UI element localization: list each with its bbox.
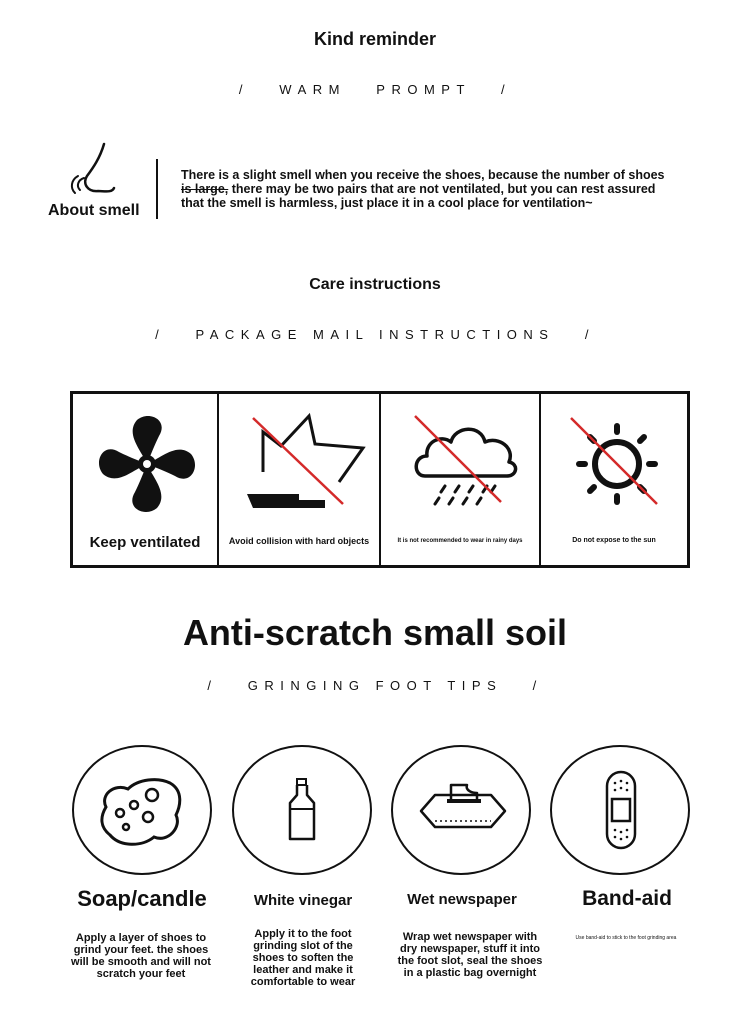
nose-icon <box>66 140 122 198</box>
tip-desc-line: the foot slot, seal the shoes <box>397 955 543 967</box>
tip-desc-line: leather and make it <box>253 964 353 976</box>
tip-circle-vinegar <box>232 745 372 875</box>
wet-wipes-icon <box>417 781 509 839</box>
smell-divider <box>156 159 158 219</box>
tip-desc-line: in a plastic bag overnight <box>403 967 537 979</box>
care-label-rain: It is not recommended to wear in rainy days <box>397 538 523 544</box>
tip-desc-line: Apply a layer of shoes to <box>75 932 207 944</box>
tip-name-newspaper: Wet newspaper <box>407 891 517 908</box>
tip-desc-soap <box>60 932 222 980</box>
soap-icon <box>98 777 188 847</box>
care-label-sun: Do not expose to the sun <box>572 537 656 544</box>
smell-description <box>181 168 711 210</box>
smell-line-3: that the smell is harmless, just place it in a cool place for ventilation~ <box>181 196 593 210</box>
care-cell-rain <box>381 394 541 565</box>
smell-line-2 <box>181 182 711 196</box>
care-cell-collision <box>219 394 381 565</box>
care-cell-sun <box>541 394 687 565</box>
no-sun-icon <box>561 412 665 512</box>
tip-name-bandaid: Band-aid <box>582 887 672 910</box>
band-aid-icon <box>604 769 638 851</box>
no-rain-icon <box>411 412 521 512</box>
smell-strike-text: is large, <box>181 182 229 196</box>
tip-desc-line: will be smooth and will not <box>71 956 211 968</box>
care-grid <box>70 391 690 568</box>
tip-circle-newspaper <box>391 745 531 875</box>
fan-icon <box>95 412 199 512</box>
tips-title: Anti-scratch small soil <box>182 612 568 653</box>
tip-desc-bandaid <box>556 935 696 941</box>
tip-circle-bandaid <box>550 745 690 875</box>
tip-desc-vinegar <box>232 928 374 988</box>
tip-desc-line: scratch your feet <box>96 968 186 980</box>
care-title: Care instructions <box>309 276 441 293</box>
tip-desc-line: Wrap wet newspaper with <box>402 931 538 943</box>
tip-desc-line: grinding slot of the <box>253 940 353 952</box>
smell-line-1: There is a slight smell when you receive the shoes, because the number of shoes <box>181 168 665 182</box>
tip-desc-line: shoes to soften the <box>252 952 354 964</box>
tip-desc-line: Apply it to the foot <box>254 928 352 940</box>
reminder-subtitle: / WARM PROMPT / <box>238 82 512 97</box>
tip-circle-soap <box>72 745 212 875</box>
smell-label: About smell <box>48 202 140 219</box>
no-collision-icon <box>241 412 371 512</box>
tip-desc-newspaper <box>382 931 558 979</box>
care-cell-ventilated <box>73 394 219 565</box>
care-subtitle: / PACKAGE MAIL INSTRUCTIONS / <box>155 327 595 342</box>
tip-desc-line: Use band-aid to stick to the foot grinding area <box>575 935 677 941</box>
care-label-collision: Avoid collision with hard objects <box>228 536 370 546</box>
tip-desc-line: comfortable to wear <box>250 976 356 988</box>
reminder-title: Kind reminder <box>313 29 437 49</box>
tip-name-vinegar: White vinegar <box>253 892 353 909</box>
smell-line-2-rest: there may be two pairs that are not ventilated, but you can rest assured <box>228 182 656 196</box>
tip-desc-line: dry newspaper, stuff it into <box>400 943 540 955</box>
tips-subtitle: / GRINGING FOOT TIPS / <box>207 678 543 693</box>
tip-desc-line: grind your feet. the shoes <box>73 944 209 956</box>
care-label-ventilated: Keep ventilated <box>89 534 201 551</box>
bottle-icon <box>284 777 320 843</box>
tip-name-soap: Soap/candle <box>77 886 207 911</box>
